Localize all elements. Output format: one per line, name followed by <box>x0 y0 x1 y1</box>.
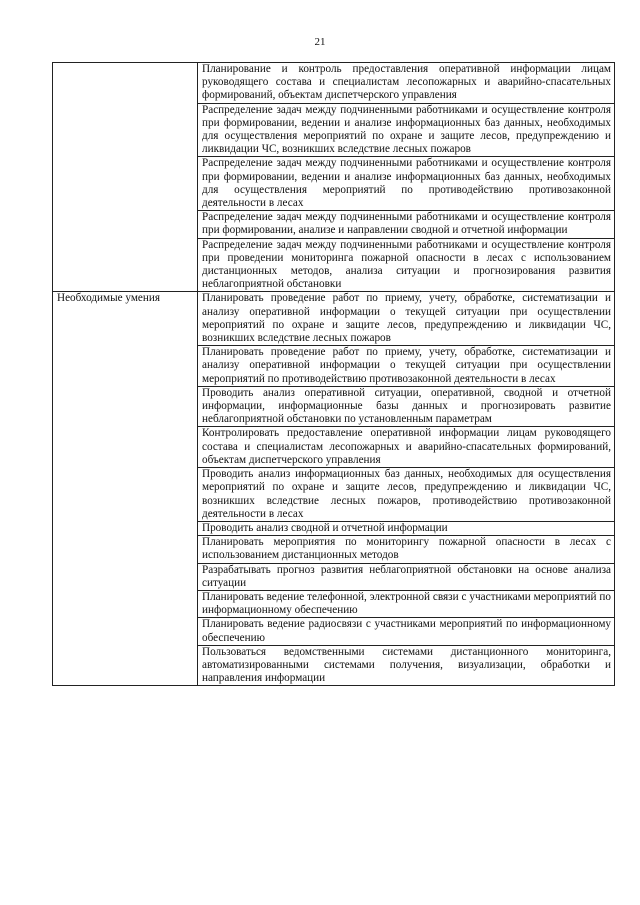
requirement-text: Планировать ведение телефонной, электронной связи с участниками мероприятий по информационному обеспечению <box>198 590 615 617</box>
requirement-text: Разрабатывать прогноз развития неблагоприятной обстановки на основе анализа ситуации <box>198 563 615 590</box>
requirement-text: Распределение задач между подчиненными работниками и осуществление контроля при формировании, ведении и анализе информационных баз данных, необходимых для осуществления мероприятий по противодействию противозаконной деятельности в лесах <box>198 157 615 211</box>
requirement-text: Распределение задач между подчиненными работниками и осуществление контроля при проведении мониторинга пожарной опасности в лесах с использованием дистанционных методов, анализа ситуации и прогнозирования развития неблагоприятной обстановки <box>198 238 615 292</box>
requirement-text: Планировать ведение радиосвязи с участниками мероприятий по информационному обеспечению <box>198 618 615 645</box>
requirement-text: Контролировать предоставление оперативной информации лицам руководящего состава и специалистам лесопожарных и аварийно-спасательных формирований, объектам диспетчерского управления <box>198 427 615 468</box>
section-label-cell <box>53 292 198 686</box>
requirement-text: Планирование и контроль предоставления оперативной информации лицам руководящего состава и специалистам лесопожарных и аварийно-спасательных формирований, объектам диспетчерского управления <box>198 63 615 104</box>
table-row <box>53 292 615 346</box>
section-label: Необходимые умения <box>57 292 160 305</box>
requirement-text: Планировать проведение работ по приему, учету, обработке, систематизации и анализу оперативной информации о текущей ситуации при осуществлении мероприятий по противодействию противозаконной деятельности в лесах <box>198 346 615 387</box>
competency-table <box>52 62 615 686</box>
requirement-text: Пользоваться ведомственными системами дистанционного мониторинга, автоматизированными системами получения, визуализации, обработки и направления информации <box>198 645 615 686</box>
requirement-text: Проводить анализ информационных баз данных, необходимых для осуществления мероприятий по охране и защите лесов, предупреждению и ликвидации ЧС, возникших вследствие лесных пожаров, противодействию противозаконной деятельности в лесах <box>198 468 615 522</box>
section-label-cell <box>53 63 198 292</box>
table-row <box>53 63 615 104</box>
requirement-text: Распределение задач между подчиненными работниками и осуществление контроля при формировании, анализе и направлении сводной и отчетной информации <box>198 211 615 238</box>
page-number: 21 <box>314 36 326 48</box>
requirement-text: Планировать мероприятия по мониторингу пожарной опасности в лесах с использованием дистанционных методов <box>198 536 615 563</box>
requirement-text: Проводить анализ оперативной ситуации, оперативной, сводной и отчетной информации, информационные базы данных и прогнозировать развитие неблагоприятной обстановки по установленным параметрам <box>198 386 615 427</box>
requirement-text: Планировать проведение работ по приему, учету, обработке, систематизации и анализу оперативной информации о текущей ситуации при осуществлении мероприятий по охране и защите лесов, предупреждению и ликвидации ЧС, возникших вследствие лесных пожаров <box>198 292 615 346</box>
table-body <box>53 63 615 686</box>
requirement-text: Распределение задач между подчиненными работниками и осуществление контроля при формировании, ведении и анализе информационных баз данных, необходимых для осуществления мероприятий по охране и защите лесов, предупреждению и ликвидации ЧС, возникших вследствие лесных пожаров <box>198 103 615 157</box>
requirement-text: Проводить анализ сводной и отчетной информации <box>198 521 615 535</box>
